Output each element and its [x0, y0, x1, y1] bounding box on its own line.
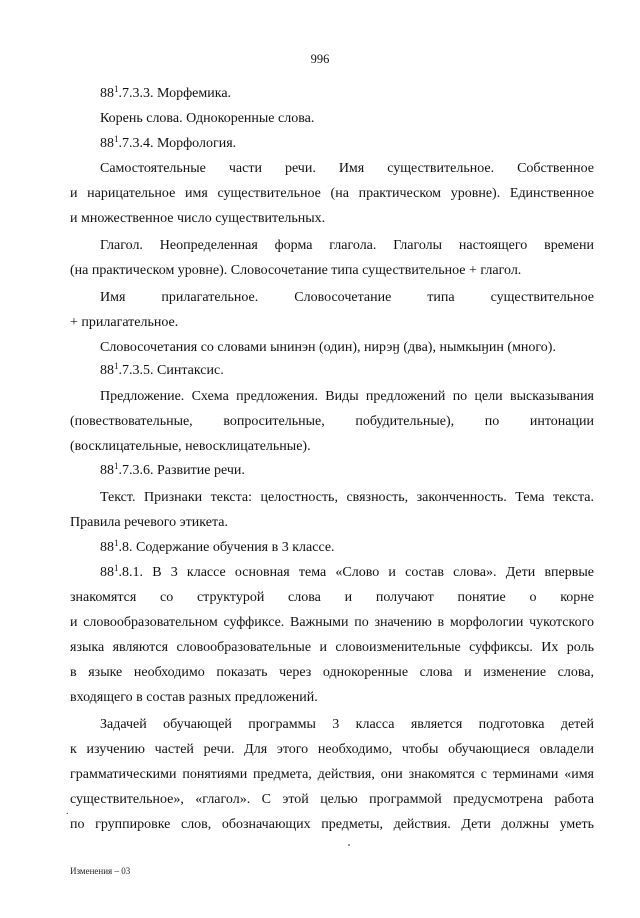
paragraph-line: Задачей обучающей программы 3 класса является подготовка детей	[100, 717, 594, 732]
scan-dot	[348, 844, 350, 846]
page-number: 996	[310, 52, 330, 66]
paragraph-line: Правила речевого этикета.	[70, 515, 228, 530]
section-text: .8.1. В 3 классе основная тема «Слово и состав слова». Дети впервые	[118, 565, 594, 580]
section-title: .8. Содержание обучения в 3 классе.	[118, 540, 335, 555]
heading-7-3-4	[100, 135, 236, 153]
paragraph-line: грамматическими понятиями предмета, действия, они знакомятся с терминами «имя	[70, 767, 594, 782]
paragraph-line: Предложение. Схема предложения. Виды предложений по цели высказывания	[100, 389, 594, 404]
paragraph-line: входящего в состав разных предложений.	[70, 690, 318, 705]
section-superscript: 1	[114, 563, 119, 573]
paragraph-line: + прилагательное.	[70, 315, 179, 330]
section-prefix: 88	[100, 363, 114, 378]
paragraph-line: Самостоятельные части речи. Имя существительное. Собственное	[100, 161, 594, 176]
section-superscript: 1	[114, 538, 119, 548]
paragraph-line: знакомятся со структурой слова и получают понятие о корне	[70, 590, 594, 605]
section-title: .7.3.5. Синтаксис.	[118, 363, 224, 378]
section-superscript: 1	[114, 361, 119, 371]
paragraph-line: и словообразовательном суффиксе. Важными по значению в морфологии чукотского	[70, 615, 594, 630]
section-superscript: 1	[114, 134, 119, 144]
paragraph-line: Глагол. Неопределенная форма глагола. Глаголы настоящего времени	[100, 238, 594, 253]
section-prefix: 88	[100, 86, 114, 101]
paragraph-line: (восклицательные, невосклицательные).	[70, 439, 311, 454]
heading-7-3-6	[100, 462, 245, 480]
paragraph-line: и нарицательное имя существительное (на практическом уровне). Единственное	[70, 186, 594, 201]
paragraph-line: Словосочетания со словами ынинэн (один), нирэӈ (два), нымкыӈин (много).	[100, 340, 556, 355]
section-title: .7.3.3. Морфемика.	[118, 86, 232, 101]
heading-8	[100, 539, 335, 557]
paragraph-line: (на практическом уровне). Словосочетание типа существительное + глагол.	[70, 263, 522, 278]
section-prefix: 88	[100, 540, 114, 555]
text-line: Корень слова. Однокоренные слова.	[100, 111, 315, 126]
paragraph-line: к изучению частей речи. Для этого необходимо, чтобы обучающиеся овладели	[70, 742, 594, 757]
section-prefix: 88	[100, 565, 114, 580]
paragraph-line: и множественное число существительных.	[70, 211, 326, 226]
heading-7-3-3	[100, 85, 231, 103]
paragraph-line: в языке необходимо показать через однокоренные слова и изменение слова,	[70, 665, 594, 680]
paragraph-line-8-1	[100, 564, 594, 582]
section-prefix: 88	[100, 463, 114, 478]
section-title: .7.3.4. Морфология.	[118, 136, 237, 151]
paragraph-line: существительное», «глагол». С этой целью программой предусмотрена работа	[70, 792, 594, 807]
heading-7-3-5	[100, 362, 224, 380]
footer-revision: Изменения – 03	[70, 866, 131, 876]
section-superscript: 1	[114, 461, 119, 471]
scan-mark: .	[66, 806, 69, 817]
section-title: .7.3.6. Развитие речи.	[118, 463, 245, 478]
paragraph-line: по группировке слов, обозначающих предметы, действия. Дети должны уметь	[70, 817, 594, 832]
paragraph-line: языка являются словообразовательные и словоизменительные суффиксы. Их роль	[70, 640, 594, 655]
paragraph-line: Текст. Признаки текста: целостность, связность, законченность. Тема текста.	[100, 490, 594, 505]
section-prefix: 88	[100, 136, 114, 151]
section-superscript: 1	[114, 84, 119, 94]
paragraph-line: Имя прилагательное. Словосочетание типа существительное	[100, 290, 594, 305]
paragraph-line: (повествовательные, вопросительные, побудительные), по интонации	[70, 414, 594, 429]
